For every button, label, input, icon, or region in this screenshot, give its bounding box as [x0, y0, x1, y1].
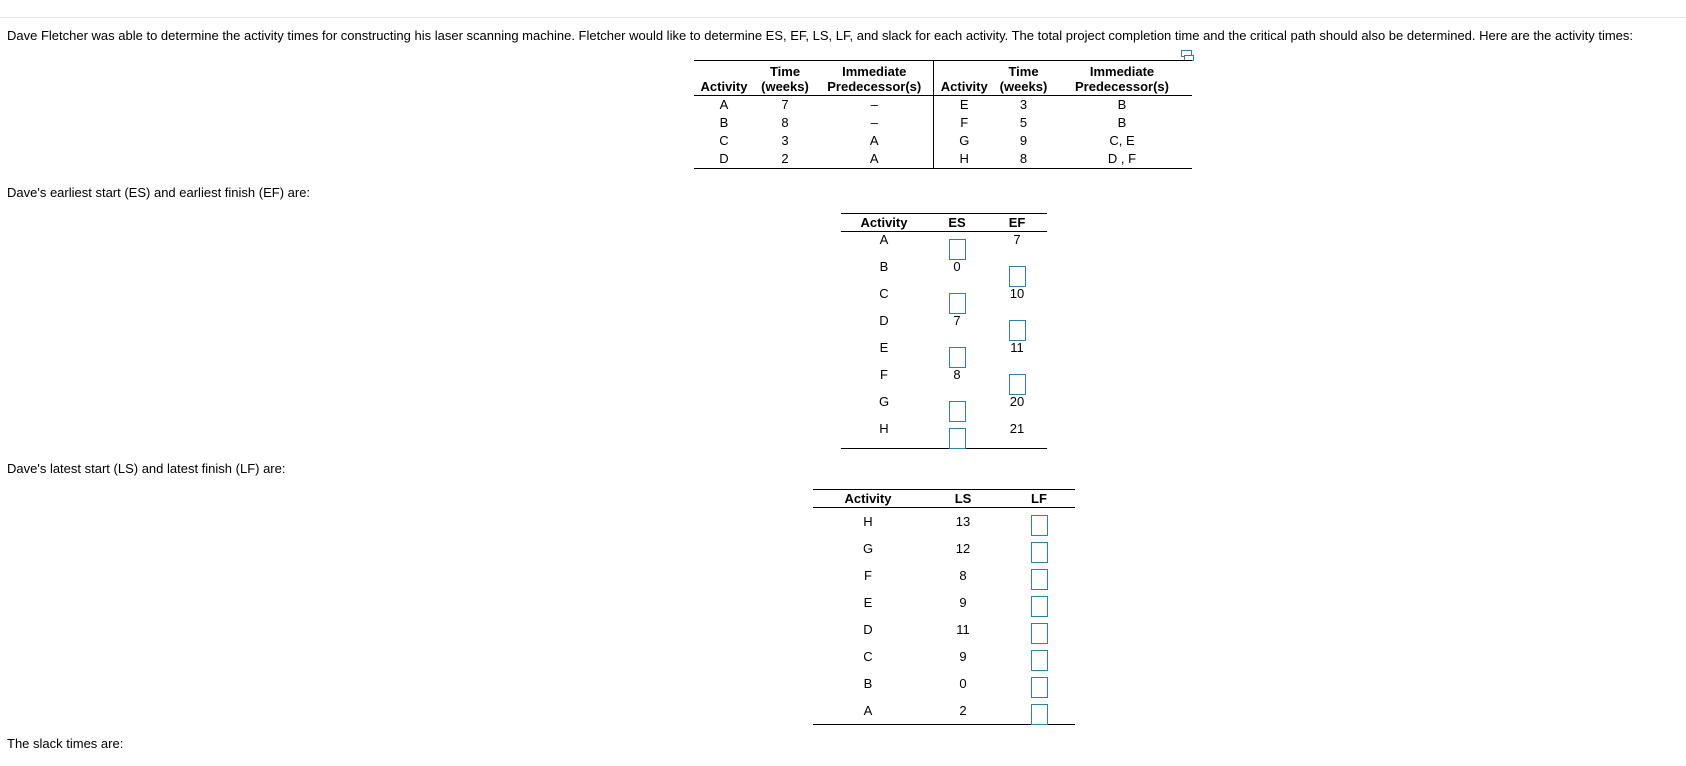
lf-cell: [1003, 589, 1075, 616]
activity-cell-value: E: [863, 595, 873, 610]
activity-cell-value: H: [863, 514, 873, 529]
activity-times-table: [694, 60, 1192, 169]
table-row: [841, 259, 1047, 286]
activity-cell-value: C: [863, 649, 873, 664]
table-row: [813, 508, 1075, 536]
activity-cell: [841, 367, 927, 394]
ef-cell: [987, 232, 1047, 260]
activity-cell-value: A: [863, 703, 873, 718]
ls-cell-value: 2: [959, 703, 967, 718]
time-cell: 2: [781, 151, 789, 166]
ls-cell-value: 12: [955, 541, 971, 556]
activity-cell: [813, 697, 923, 725]
activity-cell-value: B: [863, 676, 873, 691]
table-row: [813, 589, 1075, 616]
ef-cell: [987, 313, 1047, 340]
activity-cell-value: D: [879, 313, 889, 328]
predecessor-cell: D , F: [1107, 151, 1137, 166]
ef-header: EF: [1008, 215, 1026, 230]
ls-cell: [923, 697, 1003, 725]
activity-cell: [813, 562, 923, 589]
predecessor-cell: B: [1117, 97, 1127, 112]
time-cell: 7: [781, 97, 789, 112]
table-header-row: [694, 61, 1192, 96]
lf-input[interactable]: [1031, 542, 1048, 563]
activity-cell-value: H: [879, 421, 889, 436]
activity-cell-value: A: [879, 232, 889, 247]
lf-cell: [1003, 670, 1075, 697]
predecessor-cell: C, E: [1109, 133, 1135, 148]
activity-cell: [813, 643, 923, 670]
expand-table-icon[interactable]: [1181, 48, 1194, 59]
ls-cell: [923, 508, 1003, 536]
table-row: [841, 394, 1047, 421]
time-cell: 3: [1019, 97, 1028, 112]
activity-cell: F: [933, 114, 995, 132]
table-row: [694, 150, 1192, 169]
activity-cell: [841, 340, 927, 367]
es-cell-value: 0: [953, 259, 961, 274]
ef-cell-value: 21: [1009, 421, 1025, 436]
es-cell: [927, 367, 987, 394]
table-row: [813, 562, 1075, 589]
time-cell: 5: [1019, 115, 1028, 130]
lf-input[interactable]: [1031, 623, 1048, 644]
activity-cell: [813, 508, 923, 536]
ls-cell-value: 0: [959, 676, 967, 691]
slack-prompt: The slack times are:: [7, 736, 124, 751]
lf-cell: [1003, 535, 1075, 562]
ef-cell-value: 10: [1009, 286, 1025, 301]
lf-header: LF: [1031, 491, 1047, 506]
es-cell-value: 7: [953, 313, 961, 328]
activity-cell-value: B: [879, 259, 889, 274]
time-header-2: Time (weeks): [999, 64, 1048, 94]
time-cell: 8: [781, 115, 789, 130]
lf-input[interactable]: [1031, 569, 1048, 590]
ls-cell: [923, 670, 1003, 697]
table-row: [841, 367, 1047, 394]
table-row: [841, 232, 1047, 260]
es-cell: [927, 286, 987, 313]
ef-input[interactable]: [1009, 266, 1026, 287]
ls-lf-prompt: Dave's latest start (LS) and latest finish (LF) are:: [7, 461, 286, 476]
activity-header: Activity: [844, 491, 892, 506]
activity-cell: B: [719, 115, 729, 130]
predecessor-header-2: Immediate Predecessor(s): [1075, 64, 1169, 94]
es-cell-value: 8: [953, 367, 961, 382]
time-cell: 8: [1019, 151, 1028, 166]
activity-cell: [841, 232, 927, 260]
activity-cell-value: F: [864, 568, 872, 583]
table-header-row: [841, 214, 1047, 232]
activity-header: Activity: [860, 215, 908, 230]
predecessor-cell: A: [869, 151, 879, 166]
table-row: [841, 421, 1047, 449]
es-cell: [927, 259, 987, 286]
table-row: [694, 132, 1192, 150]
es-header: ES: [948, 215, 966, 230]
es-input[interactable]: [949, 428, 966, 449]
lf-input[interactable]: [1031, 650, 1048, 671]
activity-cell: [841, 394, 927, 421]
activity-cell-value: E: [879, 340, 889, 355]
table-row: [813, 697, 1075, 725]
table-row: [841, 286, 1047, 313]
activity-cell-value: D: [863, 622, 873, 637]
es-cell: [927, 421, 987, 449]
activity-cell: [813, 616, 923, 643]
table-header-row: [813, 490, 1075, 508]
table-row: [841, 313, 1047, 340]
activity-cell: C: [719, 133, 729, 148]
table-row: [813, 535, 1075, 562]
ef-input[interactable]: [1009, 320, 1026, 341]
es-ef-prompt: Dave's earliest start (ES) and earliest finish (EF) are:: [7, 185, 311, 200]
lf-input[interactable]: [1031, 677, 1048, 698]
es-input[interactable]: [949, 239, 966, 260]
ls-cell-value: 13: [955, 514, 971, 529]
ls-header: LS: [954, 491, 972, 506]
ef-cell: [987, 340, 1047, 367]
table-row: [694, 96, 1192, 115]
es-input[interactable]: [949, 347, 966, 368]
ef-cell: [987, 259, 1047, 286]
activity-cell: [841, 421, 927, 449]
lf-input[interactable]: [1031, 596, 1048, 617]
table-row: [813, 643, 1075, 670]
ls-cell: [923, 535, 1003, 562]
activity-header: Activity: [700, 79, 748, 94]
lf-cell: [1003, 562, 1075, 589]
activity-cell: [841, 286, 927, 313]
activity-cell-value: F: [880, 367, 888, 382]
activity-cell: [813, 589, 923, 616]
es-input[interactable]: [949, 293, 966, 314]
activity-cell: H: [933, 150, 995, 169]
lf-input[interactable]: [1031, 704, 1048, 725]
activity-cell: A: [719, 97, 729, 112]
activity-header-2: Activity: [933, 61, 995, 96]
activity-cell-value: G: [878, 394, 890, 409]
es-cell: [927, 340, 987, 367]
activity-cell: E: [933, 96, 995, 115]
lf-cell: [1003, 508, 1075, 536]
lf-cell: [1003, 643, 1075, 670]
ef-cell-value: 20: [1009, 394, 1025, 409]
time-cell: 3: [781, 133, 789, 148]
time-cell: 9: [1019, 133, 1028, 148]
activity-cell: [841, 259, 927, 286]
predecessor-cell: B: [1117, 115, 1127, 130]
activity-cell: [841, 313, 927, 340]
activity-cell-value: G: [862, 541, 874, 556]
ef-input[interactable]: [1009, 374, 1026, 395]
table-row: [813, 670, 1075, 697]
ls-cell: [923, 562, 1003, 589]
ef-cell: [987, 367, 1047, 394]
activity-cell: D: [719, 151, 729, 166]
es-ef-table: [841, 213, 1047, 449]
lf-cell: [1003, 697, 1075, 725]
table-row: [694, 114, 1192, 132]
ef-cell-value: 11: [1010, 340, 1024, 355]
question-intro: Dave Fletcher was able to determine the activity times for constructing his laser scanning machine. Fletcher would like to determine ES, EF, LS, LF, and slack for each activity. The total project completion time and the critical path should also be determined. Here are the activity times:: [7, 28, 1634, 43]
ls-cell-value: 9: [959, 595, 967, 610]
ls-cell: [923, 589, 1003, 616]
ef-cell: [987, 421, 1047, 449]
ef-cell: [987, 286, 1047, 313]
time-header: Time (weeks): [761, 64, 809, 94]
predecessor-header: Immediate Predecessor(s): [827, 64, 922, 94]
table-row: [841, 340, 1047, 367]
predecessor-cell: –: [870, 115, 878, 130]
ef-cell: [987, 394, 1047, 421]
es-cell: [927, 394, 987, 421]
ls-cell-value: 11: [956, 622, 970, 637]
activity-cell: [813, 535, 923, 562]
predecessor-cell: –: [870, 97, 878, 112]
es-cell: [927, 313, 987, 340]
activity-cell-value: C: [879, 286, 889, 301]
lf-cell: [1003, 616, 1075, 643]
ls-cell-value: 8: [959, 568, 967, 583]
top-divider: [0, 17, 1686, 18]
ls-cell-value: 9: [959, 649, 967, 664]
activity-cell: G: [933, 132, 995, 150]
ls-cell: [923, 643, 1003, 670]
es-cell: [927, 232, 987, 260]
ls-lf-table: [813, 489, 1075, 725]
activity-cell: [813, 670, 923, 697]
ls-cell: [923, 616, 1003, 643]
ef-cell-value: 7: [1013, 232, 1021, 247]
lf-input[interactable]: [1031, 515, 1048, 536]
es-input[interactable]: [949, 401, 966, 422]
table-row: [813, 616, 1075, 643]
predecessor-cell: A: [869, 133, 879, 148]
